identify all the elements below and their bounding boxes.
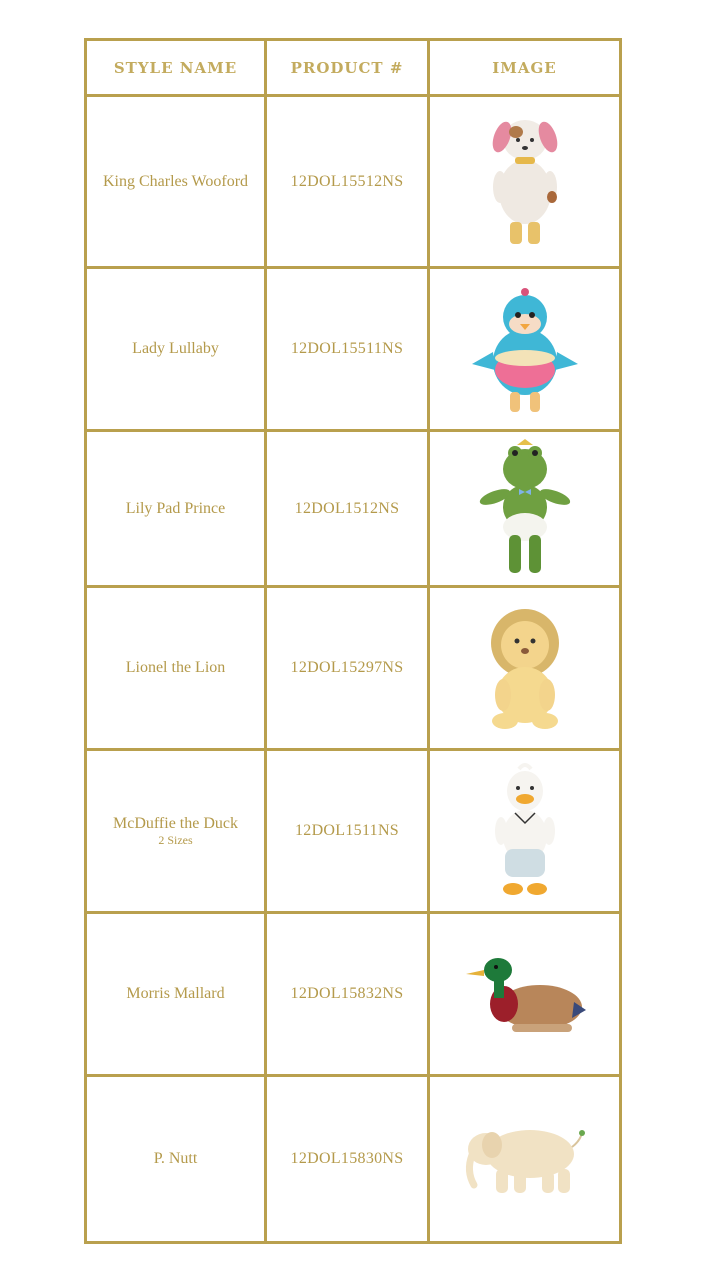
table-row (87, 269, 619, 432)
table-row (87, 588, 619, 751)
product-image (430, 97, 619, 266)
header-product-number: PRODUCT # (267, 41, 430, 94)
style-name: King Charles Wooford (102, 172, 249, 190)
dog-plush-icon (480, 112, 570, 252)
product-number: 12DOL15832NS (290, 985, 404, 1002)
product-number: 12DOL15297NS (290, 659, 404, 676)
style-name: Lionel the Lion (125, 659, 226, 676)
product-number: 12DOL15830NS (290, 1150, 404, 1167)
table-header-row (87, 41, 619, 97)
header-style-name: STYLE NAME (87, 41, 267, 94)
elephant-plush-icon (462, 1119, 587, 1199)
style-name: Morris Mallard (126, 985, 225, 1002)
product-number: 12DOL1512NS (294, 499, 400, 517)
product-image (430, 269, 619, 429)
lion-plush-icon (475, 603, 575, 733)
product-image (430, 432, 619, 585)
product-image (430, 588, 619, 748)
frog-plush-icon (475, 439, 575, 579)
product-number: 12DOL1511NS (294, 822, 400, 839)
size-note: 2 Sizes (158, 833, 193, 847)
duck-plush-icon (485, 761, 565, 901)
table-row (87, 97, 619, 269)
style-name: Lady Lullaby (132, 340, 219, 357)
product-image (430, 751, 619, 911)
header-image: IMAGE (492, 58, 557, 77)
table-row (87, 751, 619, 914)
mallard-plush-icon (462, 952, 587, 1037)
product-image (430, 914, 619, 1074)
product-number: 12DOL15512NS (290, 172, 404, 190)
product-image (430, 1077, 619, 1241)
bird-plush-icon (470, 282, 580, 417)
table-row (87, 432, 619, 588)
table-row (87, 914, 619, 1077)
product-table (84, 38, 622, 1244)
style-name: McDuffie the Duck (113, 815, 238, 832)
style-name: P. Nutt (153, 1150, 198, 1167)
table-row (87, 1077, 619, 1241)
product-number: 12DOL15511NS (290, 340, 404, 357)
style-name: Lily Pad Prince (125, 499, 226, 517)
